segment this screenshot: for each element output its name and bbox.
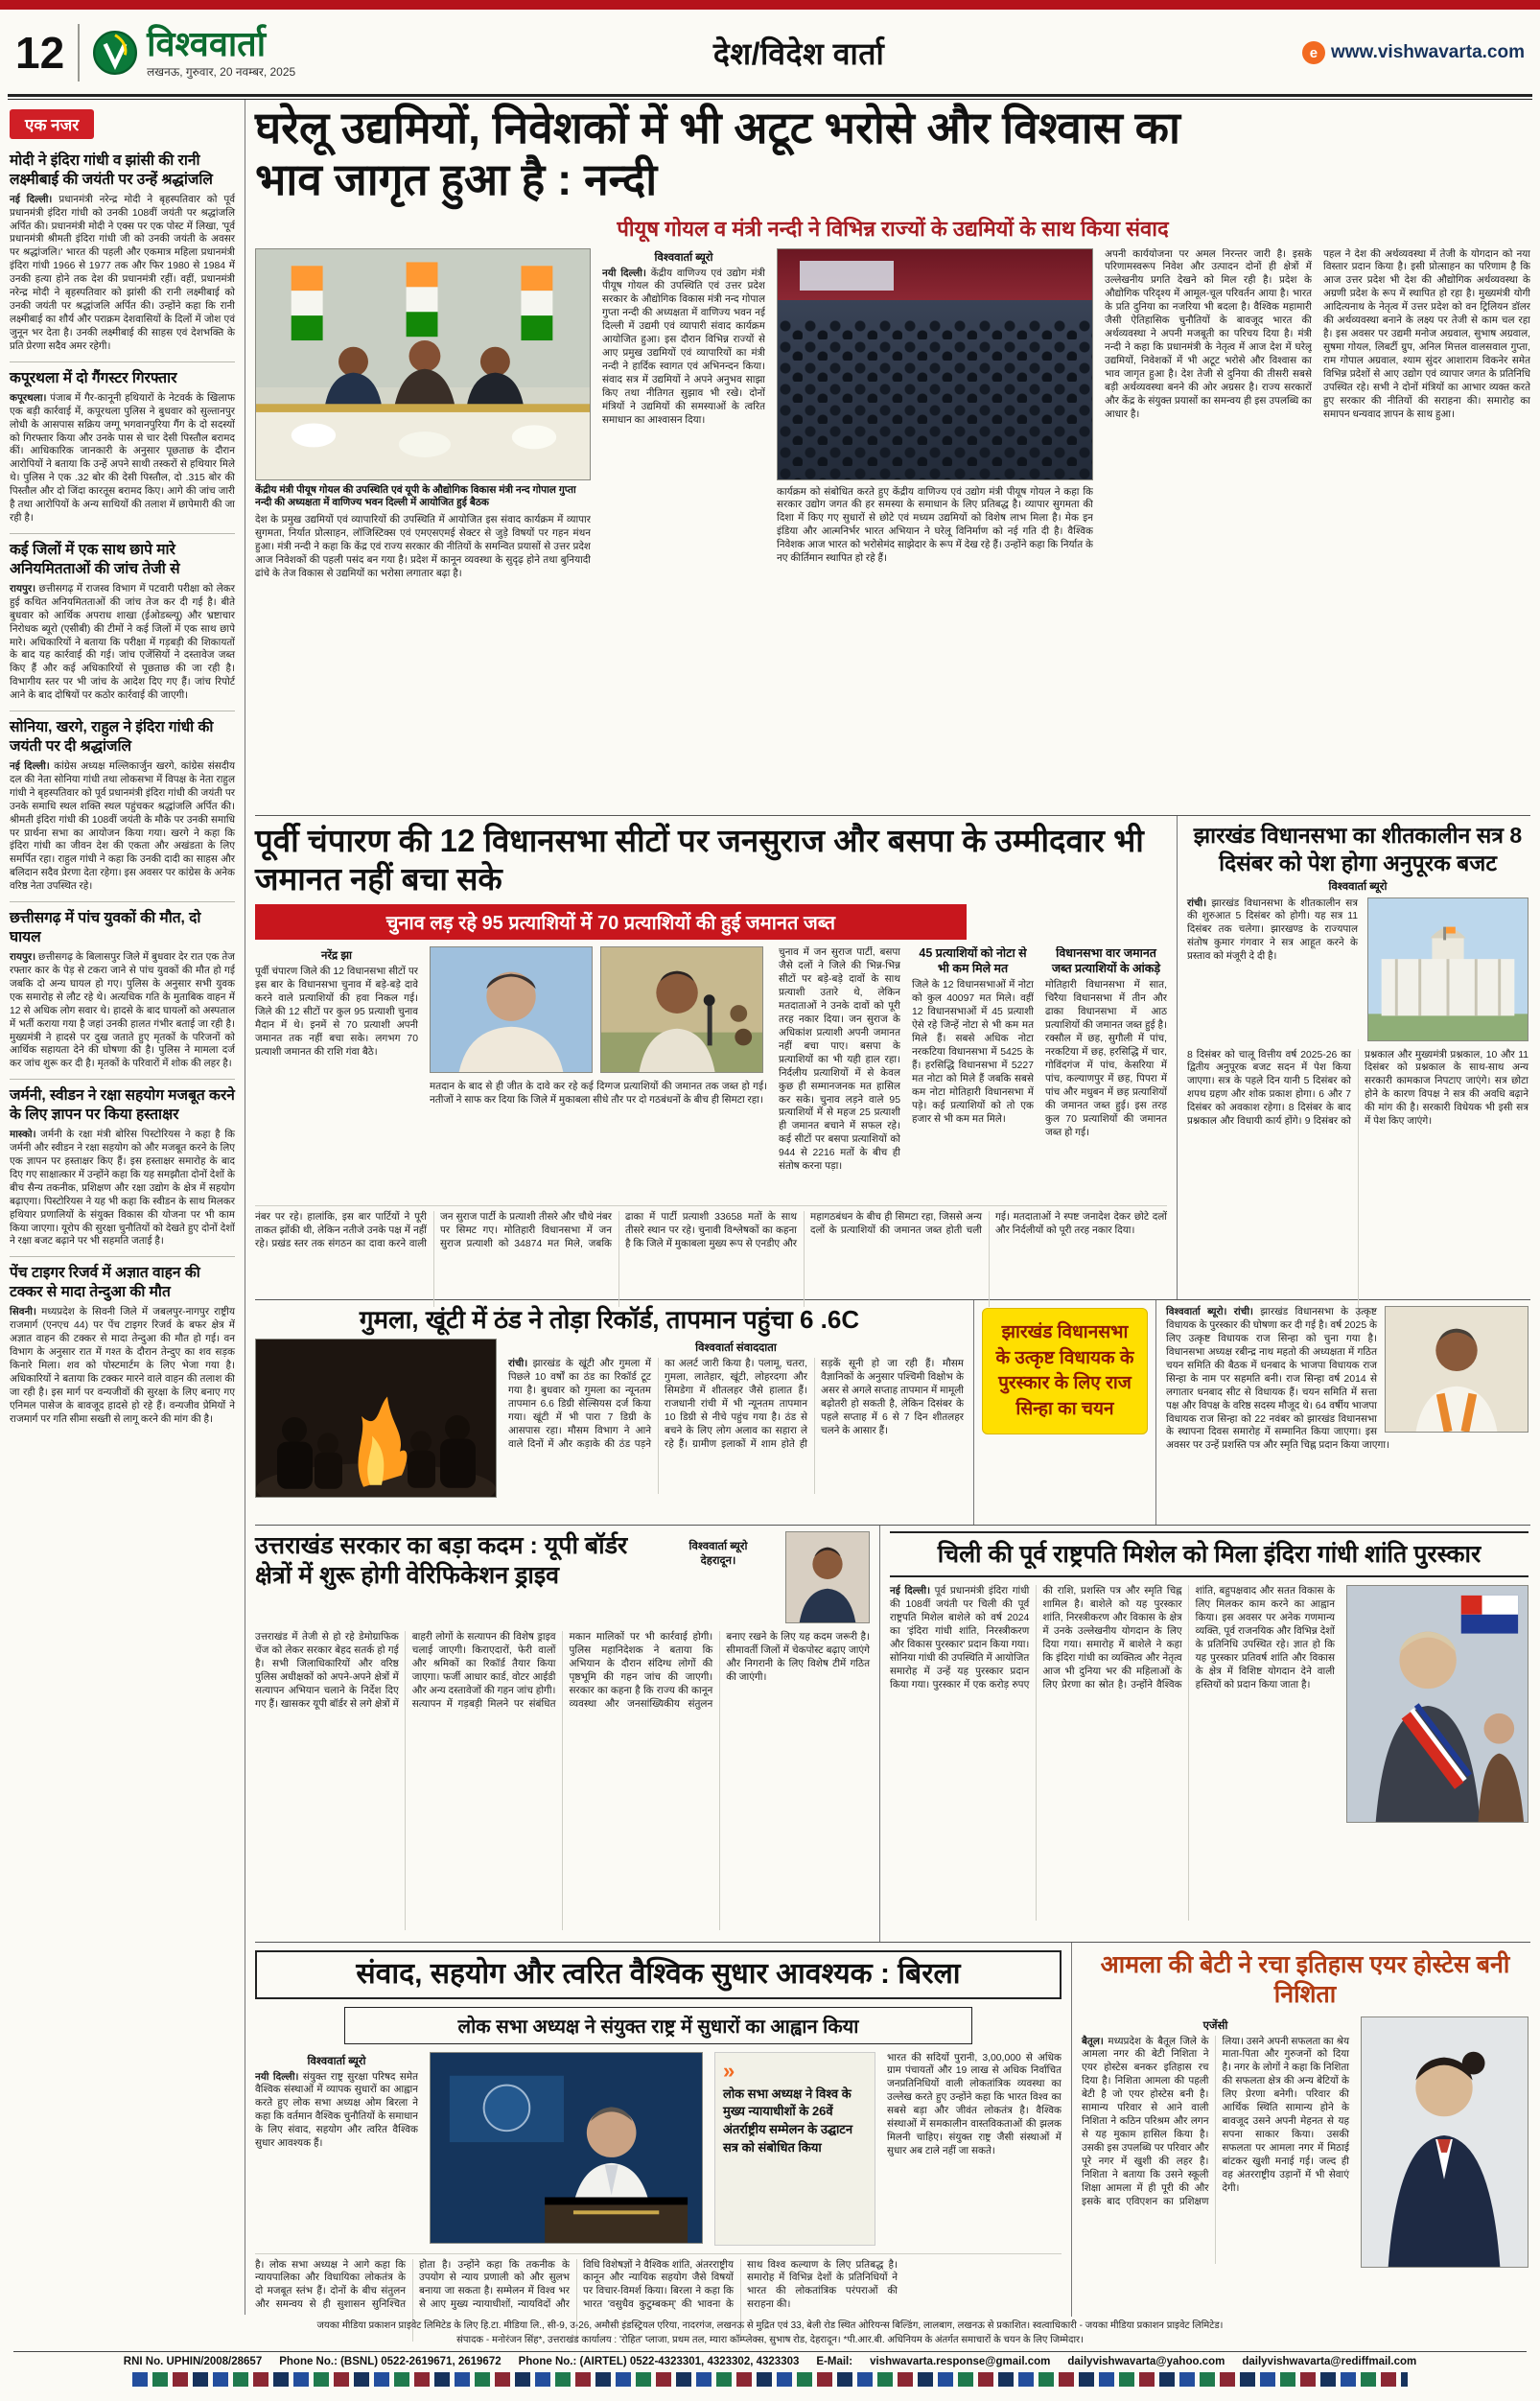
champaran-body-2: चुनाव में जन सुराज पार्टी, बसपा जैसे दलों ने जिले की भिन्न-भिन्न सीटों पर बड़े-बड़े दावों के साथ प्रत्याशी उतारे थे, लेकिन मतदाताओं ने उनके दावों को पूरी तरह नकार दिया। जन सुराज के अधिकांश प्रत्याशी अपनी जमानत नहीं बचा पाए। बसपा के प्रत्याशियों का भी यही हाल रहा। निर्दलीय प्रत्याशियों में से केवल कुछ ही सम्मानजनक मत हासिल कर सके। चुनाव लड़ने वाले 95 प्रत्याशियों में से महज 25 प्रत्याशी ही जमानत बचाने में सफल रहे। कई सीटों पर बसपा प्रत्याशियों को 944 से 2216 मतों के बीच ही संतोष करना पड़ा। [779,947,900,1173]
page-header [0,10,1540,94]
sidebar-story-body [10,392,235,525]
sidebar-ek-nazar [8,100,245,2315]
chile-content-row [890,1585,1528,1930]
champaran-story [255,816,1178,1299]
epaper-icon: e [1302,41,1325,64]
champaran-stats-column [1045,946,1167,1198]
session-body-columns [1187,1049,1528,1317]
dateline: नई दिल्ली। [10,760,50,772]
body-text: जर्मनी के रक्षा मंत्री बोरिस पिस्टोरियस ने कहा है कि जर्मनी और स्वीडन ने रक्षा सहयोग को और मजबूत करने के लिए एक ज्ञापन पर हस्ताक्षर किए हैं। इस हस्ताक्षर समारोह के बाद दिए गए साक्षात्कार में उन्होंने कहा कि यह समझौता दोनों देशों के बीच सैन्य तकनीक, प्रशिक्षण और रक्षा उद्योग के क्षेत्र में सहयोग बढ़ाएगा। पिस्टोरियस ने यह भी कहा कि स्वीडन के साथ मिलकर हथियार प्रणालियों के संयुक्त विकास की योजना पर भी काम किया जाएगा। यूरोप की सुरक्षा चुनौतियों को देखते हुए दोनों देशों ने रक्षा बजट बढ़ाने पर भी सहमति जताई है। [10,1129,235,1247]
champaran-body-tail: नंबर पर रहे। हालांकि, इस बार पार्टियों ने पूरी ताकत झोंकी थी, लेकिन नतीजे उनके पक्ष में नहीं रहे। प्रखंड स्तर तक संगठन का दावा करने वाली जन सुराज पार्टी के प्रत्याशी तीसरे और चौथे नंबर पर सिमट गए। मोतिहारी विधानसभा में जन सुराज प्रत्याशी को 34874 मत मिले, जबकि ढाका में पार्टी प्रत्याशी 33658 मतों के साथ तीसरे स्थान पर रहे। चुनावी विश्लेषकों का कहना है कि जिले में मुकाबला मुख्य रूप से एनडीए और महागठबंधन के बीच ही सिमटा रहा, जिससे अन्य दलों के प्रत्याशियों की जमानत जब्त होती चली गई। मतदाताओं ने स्पष्ट जनादेश देकर छोटे दलों और निर्दलीयों को पूरी तरह नकार दिया। [255,1212,1167,1250]
birla-headline: संवाद, सहयोग और त्वरित वैश्विक सुधार आवश्यक : बिरला [255,1950,1062,1999]
lead-photo-caption: केंद्रीय मंत्री पीयूष गोयल की उपस्थिति एवं यूपी के औद्योगिक विकास मंत्री नन्द गोपाल गुप्ता नन्दी की अध्यक्षता में वाणिज्य भवन दिल्ली में आयोजित हुई बैठक [255,483,576,509]
main-area [245,100,1532,2315]
jharkhand-session-story [1178,816,1530,1299]
lead-body-right-b: पहल ने देश की अर्थव्यवस्था में तेजी के योगदान को नया विस्तार प्रदान किया है। इसी प्रोत्साहन का परिणाम है कि आज उत्तर प्रदेश भी देश की औद्योगिक अर्थव्यवस्था के अग्रणी प्रदेश के रूप में स्थापित हो रहा है। मुख्यमंत्री योगी आदित्यनाथ के नेतृत्व में उत्तर प्रदेश को वन ट्रिलियन डॉलर की अर्थव्यवस्था बनाने के लक्ष्य पर तेजी से काम चल रहा है। इस अवसर पर उद्यमी मनोज अग्रवाल, सुभाष अग्रवाल, सुषमा गोयल, लिबर्टी ग्रुप, अनिल मित्तल वालसवाल गुप्ता, राम गोपाल अग्रवाल, श्याम सुंदर आशाराम विकनेर समेत विभिन्न प्रदेशों से आए उद्योग एवं व्यापार जगत के प्रतिनिधि उपस्थित रहे। सभी ने दोनों मंत्रियों का आभार व्यक्त करते हुए सरकार की नीतियों की सराहना की। समारोह का समापन धन्यवाद ज्ञापन के साथ हुआ। [1323,248,1530,420]
raj-sinha-highlight-box: झारखंड विधानसभा के उत्कृष्ट विधायक के पुरस्कार के लिए राज सिन्हा का चयन [982,1308,1148,1434]
body-text: संयुक्त राष्ट्र सुरक्षा परिषद समेत वैश्विक संस्थाओं में व्यापक सुधारों का आह्वान करते हुए लोक सभा अध्यक्ष ओम बिरला ने कहा कि वर्तमान वैश्विक चुनौतियों के समाधान के लिए संवाद, सहयोग और त्वरित वैश्विक सुधार आवश्यक हैं। [255,2071,418,2150]
uk-body: उत्तराखंड में तेजी से हो रहे डेमोग्राफिक चेंज को लेकर सरकार बेहद सतर्क हो गई है। सभी जिलाधिकारियों और वरिष्ठ पुलिस अधीक्षकों को अपने-अपने क्षेत्रों में सत्यापन अभियान चलाने के निर्देश दिए गए हैं। खासकर यूपी बॉर्डर से लगे क्षेत्रों में बाहरी लोगों के सत्यापन की विशेष ड्राइव चलाई जाएगी। किराएदारों, फेरी वालों और श्रमिकों का रिकॉर्ड तैयार किया जाएगा। फर्जी आधार कार्ड, वोटर आईडी और अन्य दस्तावेजों की गहन जांच होगी। सत्यापन में गड़बड़ी मिलने पर संबंधित मकान मालिकों पर भी कार्रवाई होगी। पुलिस महानिदेशक ने बताया कि अभियान के दौरान संदिग्ध लोगों की पृष्ठभूमि की गहन जांच की जाएगी। सरकार का कहना है कि राज्य की कानून व्यवस्था और जनसांख्यिकीय संतुलन बनाए रखने के लिए यह कदम जरूरी है। सीमावर्ती जिलों में चेकपोस्ट बढ़ाए जाएंगे और निगरानी के लिए विशेष टीमें गठित की जाएंगी। [255,1632,870,1710]
cold-body-wrap [508,1339,964,1500]
amla-content-row [1082,2016,1528,2273]
lead-subheadline: पीयूष गोयल व मंत्री नन्दी ने विभिन्न राज्यों के उद्यमियों के साथ किया संवाद [617,216,1169,241]
champaran-headline: पूर्वी चंपारण की 12 विधानसभा सीटों पर जनसुराज और बसपा के उम्मीदवार भी जमानत नहीं बचा सके [255,823,1144,897]
body-text: कांग्रेस अध्यक्ष मल्लिकार्जुन खरगे, कांग्रेस संसदीय दल की नेता सोनिया गांधी तथा लोकसभा में विपक्ष के नेता राहुल गांधी ने बृहस्पतिवार को पूर्व प्रधानमंत्री इंदिरा गांधी की जयंती पर उनके समाधि स्थल शक्ति स्थल पहुंचकर श्रद्धांजलि अर्पित की। श्रीमती इंदिरा गांधी की 108वीं जयंती के मौके पर उनकी समाधि पर प्रार्थना सभा का आयोजन किया गया। खरगे ने कहा कि इंदिरा गांधी का जीवन देश की एकता और अखंडता के लिए समर्पित रहा। राहुल गांधी ने कहा कि उनकी दादी का साहस और बलिदान सदैव प्रेरणा देता रहेगा। इस अवसर पर कांग्रेस के अनेक वरिष्ठ नेता उपस्थित रहे। [10,760,236,893]
air-hostess-photo [1361,2016,1528,2268]
bottom-color-strip [132,2372,1408,2387]
content-area [0,100,1540,2315]
masthead-block [93,23,296,81]
cold-story [255,1300,974,1525]
nota-body: जिले के 12 विधानसभाओं में नोटा को कुल 40097 मत मिले। वहीं 12 विधानसभाओं में 45 प्रत्याशी ऐसे रहे जिन्हें नोटा से भी कम मत मिले हैं। सबसे अधिक नोटा नरकटिया विधानसभा में 5425 के हैं। हरसिद्धि विधानसभा में 5227 मत नोटा को मिले हैं जबकि सबसे कम नोटा मोतिहारी विधानसभा में पड़े। कई प्रत्याशियों को तो एक हजार से भी कम मत मिले। [912,980,1034,1125]
amla-body [1082,2036,1349,2209]
birla-body-intro [255,2071,418,2152]
lead-right-column-a [1105,248,1312,785]
champaran-byline: नरेंद्र झा [320,950,353,963]
chile-headline: चिली की पूर्व राष्ट्रपति मिशेल को मिला इंदिरा गांधी शांति पुरस्कार [890,1531,1528,1577]
uk-dateline: देहरादून। [700,1555,736,1567]
champaran-photos [430,946,767,1198]
lead-story [255,102,1530,816]
uk-byline: विश्ववार्ता ब्यूरो [688,1541,748,1552]
sidebar-story [10,534,235,711]
dateline: कपूरथला। [10,392,47,404]
amla-byline: एजेंसी [1202,2019,1228,2032]
champaran-content-row [255,946,1167,1198]
nota-subhead: 45 प्रत्याशियों को नोटा से भी कम मिले मत [919,946,1027,975]
session-body-intro [1187,897,1358,1043]
session-content-row [1187,897,1528,1043]
birla-intro-column [255,2052,418,2246]
session-body-main: 8 दिसंबर को चालू वित्तीय वर्ष 2025-26 का द्वितीय अनुपूरक बजट सदन में पेश किया जाएगा। सत्र के पहले दिन यानी 5 दिसंबर को शपथ ग्रहण और शोक प्रकाश होगा। 6 और 7 दिसंबर को अवकाश रहेगा। 8 दिसंबर के बाद प्रश्नकाल और विधायी कार्य होंगे। 9 दिसंबर को प्रश्नकाल और मुख्यमंत्री प्रश्नकाल, 10 और 11 दिसंबर को प्रश्नकाल के साथ-साथ अन्य सरकारी कामकाज निपटाए जाएंगे। सत्र छोटा होने के कारण विपक्ष ने सत्र की अवधि बढ़ाने की मांग की है। सरकारी विधेयक भी इसी सत्र में पेश किए जाएंगे। [1187,1049,1528,1128]
dateline: रांची। [508,1359,528,1370]
highlight-box-column [974,1300,1156,1525]
publisher-line-1: जयका मीडिया प्रकाशन प्राइवेट लिमिटेड के लिए हि.टा. मीडिया लि., सी-9, उ-26, अमौसी इंडस्ट्रियल एरिया, नादरगंज, लखनऊ से मुद्रित एवं 33, बेली रोड स्थित ओरियन्स बिल्डिंग, लालबाग, लखनऊ से प्रकाशित। स्वत्वाधिकारी - जयका मीडिया प्रकाशन प्राइवेट लिमिटेड। [316,2320,1224,2331]
page-number: 12 [15,28,65,78]
assembly-building-photo [1367,897,1528,1041]
session-headline: झारखंड विधानसभा का शीतकालीन सत्र 8 दिसंबर को पेश होगा अनुपूरक बजट [1193,823,1523,875]
sidebar-story-body [10,760,235,894]
section-title: देश/विदेश वार्ता [712,35,885,71]
birla-byline: विश्ववार्ता ब्यूरो [307,2055,366,2067]
birla-right-column [887,2052,1062,2246]
uk-headline: उत्तराखंड सरकार का बड़ा कदम : यूपी बॉर्डर क्षेत्रों में शुरू होगी वेरिफिकेशन ड्राइव [255,1532,628,1589]
uk-header-row [255,1531,870,1623]
lead-photo-meeting [255,248,591,480]
dateline: नयी दिल्ली। [602,268,646,279]
session-byline: विश्ववार्ता ब्यूरो [1328,880,1388,893]
sidebar-story-body [10,1129,235,1248]
cold-body [508,1358,964,1452]
phone-bsnl: Phone No.: (BSNL) 0522-2619671, 2619672 [279,2356,502,2367]
sidebar-section-badge: एक नजर [10,109,94,139]
lead-body-below-photo: कार्यक्रम को संबोधित करते हुए केंद्रीय वाणिज्य एवं उद्योग मंत्री पीयूष गोयल ने कहा कि सरकार उद्योग जगत की हर समस्या के समाधान के लिए प्रतिबद्ध है। व्यापार सुगमता की दिशा में किए गए सुधारों से छोटे एवं मध्यम उद्यमियों को विशेष लाभ मिला है। मेक इन इंडिया और आत्मनिर्भर भारत अभियान ने घरेलू विनिर्माण को नई गति दी है। वैश्विक निवेशक आज भारत को भरोसेमंद साझेदार के रूप में देख रहे हैं। उन्होंने कहा कि निर्यात के नए कीर्तिमान स्थापित हो रहे हैं। [777,486,1093,565]
uk-body-columns [255,1631,870,1930]
row-birla-amla [255,1943,1530,2317]
body-text: झारखंड विधानसभा के शीतकालीन सत्र की शुरुआत 5 दिसंबर को होगी। यह सत्र 11 दिसंबर तक चलेगा। झारखण्ड के राज्यपाल संतोष कुमार गंगवार ने सत्र आहूत करने के प्रस्ताव को मंजूरी दे दी है। [1187,897,1358,963]
sidebar-story [10,1080,235,1257]
email-link-1[interactable]: vishwavarta.response@gmail.com [870,2356,1051,2367]
uttarakhand-story [255,1526,880,1942]
michelle-bachelet-photo [1346,1585,1528,1823]
cold-byline: विश्ववार्ता संवाददाता [695,1342,777,1355]
lead-headline: घरेलू उद्यमियों, निवेशकों में भी अटूट भरोसे और विश्वास का भाव जागृत हुआ है : नन्दी [255,103,1180,205]
raj-sinha-photo [1385,1306,1528,1433]
sidebar-story [10,1257,235,1434]
body-text: छत्तीसगढ़ में राजस्व विभाग में पटवारी परीक्षा को लेकर हुई कथित अनियमितताओं की जांच तेज कर दी गई है। बीते बुधवार को आर्थिक अपराध शाखा (ईओडब्ल्यू) और भ्रष्टाचार निरोधक ब्यूरो (एसीबी) की टीमों ने कई जिलों में एक साथ छापे मारे। अधिकारियों ने बताया कि परीक्षा में गड़बड़ी की शिकायतों के बाद यह कार्रवाई की गई। जांच एजेंसियों ने दस्तावेज जब्त किए हैं और कई अधिकारियों से पूछताछ की जा रही है। विभागीय स्तर पर भी जांच के आदेश दिए गए हैं। जांच रिपोर्ट आने के बाद दोषियों पर कठोर कार्रवाई की जाएगी। [10,583,235,702]
lead-content-row [255,248,1530,785]
birla-quote-box [714,2052,875,2246]
row-cold-rajsinha [255,1300,1530,1526]
raj-sinha-story [1156,1300,1530,1525]
sidebar-story-body [10,194,235,354]
birla-content-row [255,2052,1062,2246]
page-footer [0,2315,1540,2387]
dateline: रायपुर। [10,951,36,963]
body-text: केंद्रीय वाणिज्य एवं उद्योग मंत्री पीयूष गोयल की उपस्थिति एवं उत्तर प्रदेश सरकार के औद्योगिक विकास मंत्री नन्द गोपाल गुप्ता नन्दी की अध्यक्षता में वाणिज्य भवन नई दिल्ली में उद्यमी एवं व्यापारी संवाद कार्यक्रम आयोजित हुआ। इस दौरान विभिन्न राज्यों से आए प्रमुख उद्यमियों एवं व्यापारियों का मंत्री नन्दी ने हार्दिक स्वागत एवं अभिनन्दन किया। संवाद सत्र में उद्यमियों ने अपने अनुभव साझा किए तथा नीतिगत सुझाव भी रखे। दोनों मंत्रियों ने उद्यमियों की समस्याओं के त्वरित समाधान का आश्वासन दिया। [602,268,765,426]
champaran-body-below-photos: मतदान के बाद से ही जीत के दावे कर रहे कई दिग्गज प्रत्याशियों की जमानत तक जब्त हो गई। नतीजों ने साफ कर दिया कि जिले में मुकाबला सीधे तौर पर दो गठबंधनों के बीच ही सिमटा रहा। [430,1082,767,1107]
email-label: E-Mail: [816,2356,853,2367]
lead-photo-column [255,248,591,785]
lead-body-right-a: अपनी कार्ययोजना पर अमल निरन्तर जारी है। इसके परिणामस्वरूप निवेश और उत्पादन दोनों ही क्षेत्रों में उल्लेखनीय प्रगति देखने को मिल रही है। प्रदेश के औद्योगिक परिदृश्य में आमूल-चूल परिवर्तन आया है। भारत के प्रति दुनिया का नजरिया भी बदला है। वैश्विक महामारी जैसी ऐतिहासिक चुनौतियों के बावजूद भारत की अर्थव्यवस्था ने अपनी मजबूती का परिचय दिया है। मंत्री नन्दी ने कहा कि प्रधानमंत्री के नेतृत्व में आज देश में घरेलू उद्यमियों, निवेशकों में भी अटूट भरोसे और विश्वास का भाव जागृत हुआ है। देश तेजी से दुनिया की तीसरी सबसे बड़ी अर्थव्यवस्था बनने की ओर अग्रसर है। राज्य सरकारों और केंद्र के संयुक्त प्रयासों का समन्वय ही इस उपलब्धि का आधार है। [1105,248,1312,420]
birla-subheadline: लोक सभा अध्यक्ष ने संयुक्त राष्ट्र में सुधारों का आह्वान किया [344,2007,973,2044]
quote-marker-icon: » [723,2058,735,2083]
body-text: प्रधानमंत्री नरेन्द्र मोदी ने बृहस्पतिवार को पूर्व प्रधानमंत्री इंदिरा गांधी को उनकी 108वीं जयंती पर श्रद्धांजलि अर्पित की। प्रधानमंत्री मोदी ने एक्स पर एक पोस्ट में लिखा, 'पूर्व प्रधानमंत्री श्रीमती इंदिरा गांधी जी को उनकी जयंती के अवसर पर श्रद्धांजलि।' भारत की पहली और एकमात्र महिला प्रधानमंत्री इंदिरा गांधी 1966 से 1977 तक और फिर 1980 से 1984 में उनकी हत्या होने तक देश की प्रधानमंत्री रहीं। वहीं, प्रधानमंत्री नरेन्द्र मोदी ने बृहस्पतिवार को झांसी की रानी लक्ष्मीबाई को उनकी जयंती पर श्रद्धांजलि अर्पित की। उन्होंने कहा कि रानी लक्ष्मीबाई का शौर्य और पराक्रम देशवासियों के दिलों में जोश एवं जुनून भर देता है। उनकी लक्ष्मीबाई की साहस एवं देशभक्ति के प्रति प्रेरणा सदैव अमर रहेगी। [10,194,236,352]
sidebar-story-headline: जर्मनी, स्वीडन ने रक्षा सहयोग मजबूत करने के लिए ज्ञापन पर किया हस्ताक्षर [10,1087,235,1124]
sidebar-story-headline: मोदी ने इंदिरा गांधी व झांसी की रानी लक्ष्मीबाई की जयंती पर उन्हें श्रद्धांजलि [10,152,213,188]
amla-body-wrap [1082,2016,1349,2273]
cold-headline: गुमला, खूंटी में ठंड ने तोड़ा रिकॉर्ड, तापमान पहुंचा 6 .6C [359,1305,860,1334]
email-link-3[interactable]: dailyvishwavarta@rediffmail.com [1242,2356,1417,2367]
rni-number: RNI No. UPHIN/2008/28657 [123,2356,263,2367]
row-uk-chile [255,1526,1530,1943]
champaran-nota-column [912,946,1034,1198]
dateline: मास्को। [10,1129,36,1140]
publisher-line-2: संपादक - मनोरंजन सिंह*, उत्तराखंड कार्यालय : 'रोहित' प्लाजा, प्रथम तल, म्यारा कॉम्प्लेक्स, सुभाष रोड, देहरादून। *पी.आर.बी. अधिनियम के अंतर्गत समाचारों के चयन के लिए जिम्मेदार। [456,2334,1084,2345]
sidebar-story [10,362,235,534]
body-text: पूर्व प्रधानमंत्री इंदिरा गांधी की 108वीं जयंती पर चिली की पूर्व राष्ट्रपति मिशेल बाशेले को वर्ष 2024 का 'इंदिरा गांधी शांति, निरस्त्रीकरण और विकास पुरस्कार' प्रदान किया गया। सोनिया गांधी की उपस्थिति में आयोजित समारोह में उन्हें यह पुरस्कार प्रदान किया गया। पुरस्कार में एक करोड़ रुपए की राशि, प्रशस्ति पत्र और स्मृति चिह्न शामिल है। बाशेले को यह पुरस्कार शांति, निरस्त्रीकरण और विकास के क्षेत्र में उनके उल्लेखनीय योगदान के लिए दिया गया। समारोह में बाशेले ने कहा कि इंदिरा गांधी का व्यक्तित्व और नेतृत्व आज भी दुनिया भर की महिलाओं के लिए प्रेरणा का स्रोत है। उन्होंने वैश्विक शांति, बहुपक्षवाद और सतत विकास के लिए मिलकर काम करने का आह्वान किया। इस अवसर पर अनेक गणमान्य व्यक्ति, पूर्व राजनयिक और विभिन्न देशों के प्रतिनिधि उपस्थित रहे। ज्ञात हो कि यह पुरस्कार प्रतिवर्ष शांति और विकास के क्षेत्र में विशिष्ट योगदान देने वाली हस्तियों को प्रदान किया जाता है। [890,1586,1335,1690]
dateline: रांची। [1187,897,1207,909]
lead-intro-column [602,248,765,785]
sidebar-story-headline: सोनिया, खरगे, राहुल ने इंदिरा गांधी की जयंती पर दी श्रद्धांजलि [10,719,214,756]
birla-story [255,1943,1072,2317]
chile-story [880,1526,1530,1942]
sidebar-story-body [10,583,235,703]
sidebar-story-headline: कपूरथला में दो गैंगस्टर गिरफ्तार [10,369,177,386]
uk-byline-block [661,1531,776,1568]
birla-body-right: भारत की सदियों पुरानी, 3,00,000 से अधिक ग्राम पंचायतों और 19 लाख से अधिक निर्वाचित जनप्रतिनिधियों वाली लोकतांत्रिक व्यवस्था का उल्लेख करते हुए उन्होंने कहा कि भारत विश्व का सबसे बड़ा और जीवंत लोकतंत्र है। वैश्विक संस्थाओं में समकालीन वास्तविकताओं की झलक मिलनी चाहिए। संयुक्त राष्ट्र जैसी संस्थाओं में सुधार अब टाले नहीं जा सकते। [887,2052,1062,2157]
quote-text: लोक सभा अध्यक्ष ने विश्व के मुख्य न्यायाधीशों के 26वें अंतर्राष्ट्रीय सम्मेलन के उद्घाटन सत्र को संबोधित किया [723,2086,853,2156]
lead-byline: विश्ववार्ता ब्यूरो [654,251,713,264]
website-link[interactable] [1302,41,1525,64]
sidebar-story-headline: कई जिलों में एक साथ छापे मारे अनियमितताओं की जांच तेजी से [10,542,180,577]
speaker-photo [600,946,763,1073]
champaran-body-intro: पूर्वी चंपारण जिले की 12 विधानसभा सीटों पर इस बार के विधानसभा चुनाव में बड़े-बड़े दावे करने वाले प्रत्याशियों की हवा निकल गई। जिले की 12 सीटों पर कुल 95 प्रत्याशी चुनाव मैदान में थे। इनमें से 70 प्रत्याशी अपनी जमानत तक नहीं बचा सके। लगभग 70 प्रत्याशी जमानत की राशि गंवा बैठे। [255,967,418,1058]
row-champaran-session [255,816,1530,1300]
lead-body-left: देश के प्रमुख उद्यमियों एवं व्यापारियों की उपस्थिति में आयोजित इस संवाद कार्यक्रम में व्यापार सुगमता, निर्यात प्रोत्साहन, लॉजिस्टिक्स एवं एमएसएमई सेक्टर से जुड़े विषयों पर गहन मंथन हुआ। मंत्री नन्दी ने कहा कि केंद्र एवं राज्य सरकार की नीतियों के समन्वित प्रयासों से उत्तर प्रदेश आज निवेशकों की पहली पसंद बन गया है। प्रदेश में कानून व्यवस्था के सुदृढ़ होने तथा बुनियादी ढांचे के तेज विकास से उद्यमियों का भरोसा लगातार बढ़ा है। [255,514,591,579]
sidebar-story [10,902,235,1080]
amla-headline: आमला की बेटी ने रचा इतिहास एयर होस्टेस बनी निशिता [1100,1951,1510,2009]
cold-content-row [255,1339,964,1500]
sidebar-story-body [10,1306,235,1426]
lead-right-column-b [1323,248,1530,785]
stats-subhead: विधानसभा वार जमानत जब्त प्रत्याशियों के आंकड़े [1051,946,1161,975]
bonfire-photo [255,1339,497,1498]
sidebar-story [10,145,235,362]
uk-official-photo [785,1531,870,1623]
sidebar-story [10,711,235,902]
rni-line [13,2351,1527,2367]
champaran-tail [255,1205,1167,1307]
body-text: पंजाब में गैर-कानूनी हथियारों के नेटवर्क के खिलाफ एक बड़ी कार्रवाई में, कपूरथला पुलिस ने बुधवार को सुल्तानपुर लोधी के आसपास सक्रिय जग्गू भगवानपुरिया गैंग के दो सदस्यों को गिरफ्तार किया और उनके पास से चार देसी पिस्तौल बरामद कीं। आधिकारिक जानकारी के अनुसार पूछताछ के दौरान आरोपियों ने बताया कि उन्हें अपने साथी तस्करों से हथियार मिले थे। पुलिस ने एक .32 बोर की देसी पिस्तौल, दो .315 बोर की पिस्तौल और दो जिंदा कारतूस बरामद किए। आगे की जांच जारी है तथा आरोपियों के अन्य साथियों की तलाश में छापेमारी की जा रही है। [10,392,235,524]
edition-dateline: लखनऊ, गुरुवार, 20 नवम्बर, 2025 [147,65,296,80]
chile-body [890,1585,1335,1692]
dateline: रायपुर। [10,583,36,594]
dateline: नई दिल्ली। [10,194,53,205]
sidebar-story-headline: पेंच टाइगर रिजर्व में अज्ञात वाहन की टक्कर से मादा तेन्दुआ की मौत [10,1265,200,1301]
dateline: सिवनी। [10,1307,36,1318]
body-text: मध्यप्रदेश के सिवनी जिले में जबलपुर-नागपुर राष्ट्रीय राजमार्ग (एनएच 44) पर पेंच टाइगर रिजर्व के बफर क्षेत्र में अज्ञात वाहन की टक्कर से मादा तेन्दुआ की मौत हो गई। वन विभाग के अनुसार रात में गश्त के दौरान तेन्दुए का शव सड़क किनारे मिला। शव को पोस्टमार्टम के लिए भेजा गया है। अधिकारियों ने बताया कि टक्कर मारने वाले वाहन की तलाश की जा रही है। इस मार्ग पर वन्यजीवों की सुरक्षा के लिए बनाए गए एनिमल पासेज के बावजूद हादसे हो रहे हैं। वन्यजीव प्रेमियों ने राजमार्ग पर गति सीमा सख्ती से लागू करने की मांग की है। [10,1307,235,1425]
header-divider [78,24,80,82]
champaran-column-2 [779,946,900,1198]
chile-body-columns [890,1585,1335,1921]
phone-airtel: Phone No.: (AIRTEL) 0522-4323301, 4323302, 4323303 [518,2356,800,2367]
dateline: बैतूल। [1082,2036,1104,2047]
dateline: नई दिल्ली। [890,1586,931,1597]
byline: विश्ववार्ता ब्यूरो। [1166,1307,1227,1317]
mayawati-photo [430,946,593,1073]
vishwavarta-logo-icon [93,31,137,75]
body-text: झारखंड विधानसभा के उत्कृष्ट विधायक के पुरस्कार की घोषणा कर दी गई है। वर्ष 2025 के लिए उत्कृष्ट विधायक राज सिन्हा को चुना गया है। विधानसभा अध्यक्ष रबीन्द्र नाथ महतो की अध्यक्षता में गठित चयन समिति की बैठक में धनबाद के भाजपा विधायक राज सिन्हा के नाम पर सहमति बनी। राज सिन्हा वर्ष 2014 से लगातार धनबाद सीट से विधायक हैं। चयन समिति में सत्ता पक्ष और विपक्ष के वरिष्ठ सदस्य मौजूद थे। 64 वर्षीय भाजपा विधायक राज सिन्हा को 22 नवंबर को झारखंड विधानसभा के स्थापना दिवस समारोह में सम्मानित किया जाएगा। इस अवसर पर उन्हें प्रशस्ति पत्र और स्मृति चिह्न प्रदान किया जाएगा। [1166,1307,1390,1452]
website-url: www.vishwavarta.com [1330,42,1525,62]
champaran-banner: चुनाव लड़ रहे 95 प्रत्याशियों में 70 प्रत्याशियों की हुई जमानत जब्त [255,904,967,940]
sidebar-story-body [10,951,235,1071]
amla-story [1072,1943,1530,2317]
email-link-2[interactable]: dailyvishwavarta@yahoo.com [1067,2356,1225,2367]
top-color-strip [0,0,1540,10]
body-text: मध्यप्रदेश के बैतूल जिले के आमला नगर की बेटी निशिता ने एयर होस्टेस बनकर इतिहास रच दिया है। निशिता आमला की पहली बेटी है जो एयर होस्टेस बनी है। सामान्य परिवार से आने वाली निशिता ने कठिन परिश्रम और लगन से यह मुकाम हासिल किया है। उसकी इस उपलब्धि पर परिवार और पूरे नगर में खुशी की लहर है। निशिता ने बताया कि उसने स्कूली शिक्षा आमला में ही पूरी की और इसके बाद एविएशन का प्रशिक्षण लिया। उसने अपनी सफलता का श्रेय माता-पिता और गुरुजनों को दिया है। नगर के लोगों ने कहा कि निशिता की सफलता क्षेत्र की अन्य बेटियों के लिए प्रेरणा बनेगी। परिवार की आर्थिक स्थिति सामान्य होने के बावजूद उसने अपनी मेहनत से यह सपना साकार किया। उसकी सफलता पर आमला नगर में मिठाई बांटकर खुशी मनाई गई। जल्द ही वह अंतरराष्ट्रीय उड़ानों में भी सेवाएं देगी। [1082,2036,1349,2207]
birla-body-tail: है। लोक सभा अध्यक्ष ने आगे कहा कि न्यायपालिका और विधायिका लोकतंत्र के दो मजबूत स्तंभ हैं। दोनों के बीच संतुलन और समन्वय से ही सुशासन सुनिश्चित होता है। उन्होंने कहा कि तकनीक के उपयोग से न्याय प्रणाली को और सुलभ बनाया जा सकता है। सम्मेलन में विश्व भर से आए मुख्य न्यायाधीशों, न्यायविदों और विधि विशेषज्ञों ने वैश्विक शांति, अंतरराष्ट्रीय कानून और न्यायिक सहयोग जैसे विषयों पर विचार-विमर्श किया। बिरला ने कहा कि भारत 'वसुधैव कुटुम्बकम्' की भावना के साथ विश्व कल्याण के लिए प्रतिबद्ध है। समारोह में विभिन्न देशों के प्रतिनिधियों ने भारत की लोकतांत्रिक परंपराओं की सराहना की। [255,2259,898,2311]
lead-photo2-column [777,248,1093,785]
dateline: रांची। [1233,1307,1253,1317]
body-text: छत्तीसगढ़ के बिलासपुर जिले में बुधवार देर रात एक तेज रफ्तार कार के पेड़ से टकरा जाने से पांच युवकों की मौत हो गई जबकि दो अन्य घायल हो गए। पुलिस के अनुसार सभी युवक एक समारोह से लौट रहे थे। अत्यधिक गति के मुताबिक वाहन में 12 से अधिक लोग सवार थे। हादसे के बाद घायलों को अस्पताल में भर्ती कराया गया है जहां उनकी हालत गंभीर बताई जा रही है। मुख्यमंत्री ने हादसे पर दुख जताते हुए मृतकों के परिजनों को आर्थिक सहायता देने की घोषणा की है। पुलिस ने मामला दर्ज कर जांच शुरू कर दी है। मृतकों के परिवारों में शोक की लहर है। [10,951,235,1070]
om-birla-photo [430,2052,703,2244]
stats-body: मोतिहारी विधानसभा में सात, चिरैया विधानसभा में तीन और ढाका विधानसभा में आठ प्रत्याशियों की जमानत जब्त हुई है। रक्सौल में छह, सुगौली में पांच, नरकटिया में छह, हरसिद्धि में चार, गोविंदगंज में पांच, केसरिया में पांच, कल्याणपुर में छह, पिपरा में पांच और मधुबन में छह प्रत्याशियों की जमानत जब्त हुई। इस तरह कुल 70 प्रत्याशियों की जमानत जब्त हो गई। [1045,980,1167,1138]
sidebar-story-headline: छत्तीसगढ़ में पांच युवकों की मौत, दो घायल [10,910,201,946]
dateline: नयी दिल्ली। [255,2071,299,2083]
lead-photo-audience [777,248,1093,480]
masthead-title: विश्ववार्ता [147,23,267,63]
champaran-intro-column [255,946,418,1198]
body-text: झारखंड के खूंटी और गुमला में पिछले 10 वर्षों का ठंड का रिकॉर्ड टूट गया है। बुधवार को गुमला का न्यूनतम तापमान 6.6 डिग्री सेल्सियस दर्ज किया गया। खूंटी में भी पारा 7 डिग्री के आसपास रहा। मौसम विभाग ने आने वाले दिनों में और कड़ाके की ठंड पड़ने का अलर्ट जारी किया है। पलामू, चतरा, गुमला, लातेहार, खूंटी, लोहरदगा और सिमडेगा में शीतलहर जैसे हालात हैं। राजधानी रांची में भी न्यूनतम तापमान 10 डिग्री से नीचे पहुंच गया है। ठंड से बचने के लिए लोग अलाव का सहारा ले रहे हैं। ग्रामीण इलाकों में शाम होते ही सड़कें सूनी हो जा रही हैं। मौसम वैज्ञानिकों के अनुसार पश्चिमी विक्षोभ के असर से अगले सप्ताह तापमान में मामूली बढ़ोतरी हो सकती है, लेकिन दिसंबर के पहले सप्ताह में 6 से 7 दिन शीतलहर चलने के आसार हैं। [508,1359,965,1450]
lead-body-intro [602,268,765,428]
